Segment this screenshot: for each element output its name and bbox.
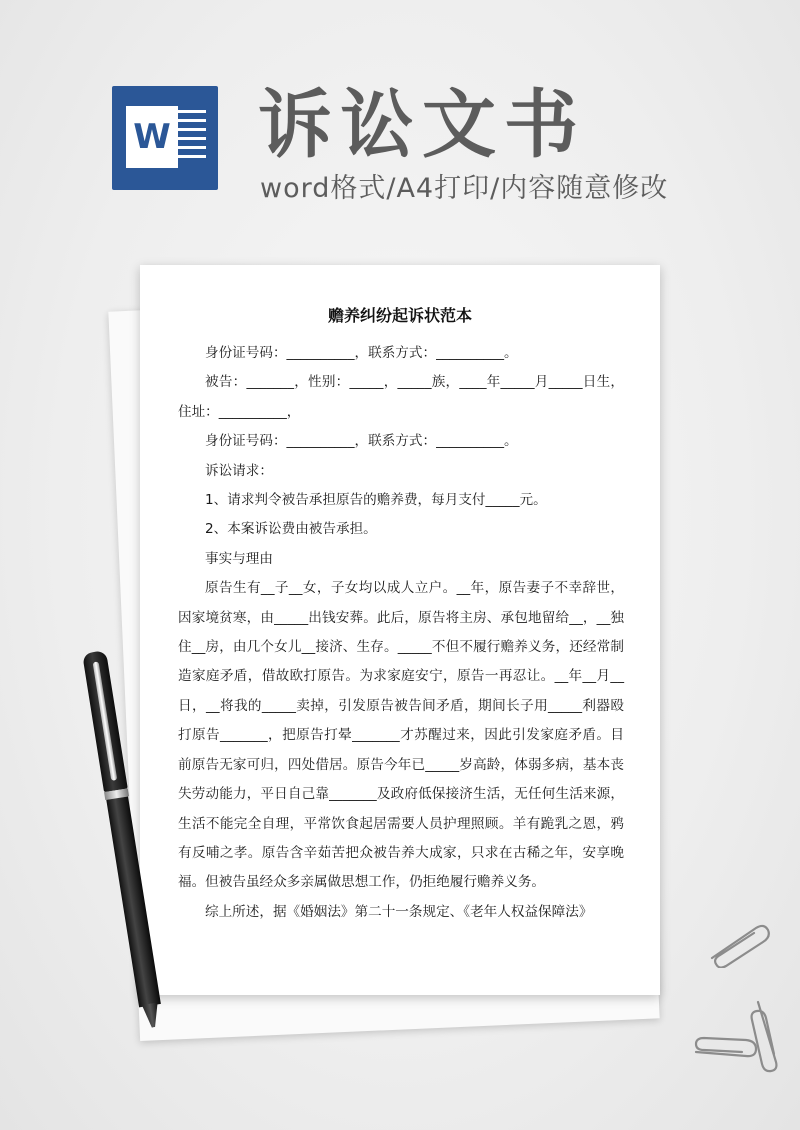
- plaintiff-id-line: 身份证号码：__________，联系方式：__________。: [205, 345, 518, 361]
- claims-heading: 诉讼请求：: [205, 462, 273, 479]
- document-title: 赡养纠纷起诉状范本: [327, 306, 472, 325]
- word-logo-letter: W: [126, 106, 178, 168]
- banner-subtitle: word格式/A4打印/内容随意修改: [260, 173, 669, 204]
- header: [0, 0, 800, 230]
- paperclip-icon: [748, 996, 788, 1076]
- defendant-id-line: 身份证号码：__________，联系方式：__________。: [205, 433, 518, 450]
- word-logo-icon: [112, 86, 218, 190]
- defendant-info-line: 被告：_______，性别：_____，_____族，____年_____月_____日生，住址：__________，: [178, 374, 624, 420]
- document-body: [178, 339, 624, 927]
- paperclip-icon: [704, 918, 774, 968]
- claim-item-1: 1、请求判令被告承担原告的赡养费，每月支付_____元。: [205, 492, 547, 509]
- claim-item-2: 2、本案诉讼费由被告承担。: [205, 521, 377, 538]
- facts-heading: 事实与理由: [205, 550, 273, 567]
- summary-paragraph: 综上所述，据《婚姻法》第二十一条规定、《老年人权益保障法》: [205, 903, 593, 920]
- document-page: [140, 265, 660, 995]
- banner-title: 诉讼文书: [258, 82, 586, 168]
- facts-paragraph: 原告生有__子__女，子女均以成人立户。__年，原告妻子不幸辞世，因家境贫寒，由_____出钱安葬。此后，原告将主房、承包地留给__，__独住__房，由几个女儿__接济、生存。_____不但不履行赡养义务，还经常制造家庭矛盾，借故欧打原告。为求家庭安宁，原告一再忍让。__年__月__日，__将我的_____卖掉，引发原告被告间矛盾，期间长子用_____利器殴打原告_______，把原告打晕_______才苏醒过来，因此引发家庭矛盾。目前原告无家可归，四处借居。原告今年已_____岁高龄，体弱多病，基本丧失劳动能力，平日自己靠_______及政府低保接济生活，无任何生活来源，生活不能完全自理，平常饮食起居需要人员护理照顾。羊有跪乳之恩，鸦有反哺之孝。原告含辛茹苦把众被告养大成家，只求在古稀之年，安享晚福。但被告虽经众多亲属做思想工作，仍拒绝履行赡养义务。: [178, 580, 624, 891]
